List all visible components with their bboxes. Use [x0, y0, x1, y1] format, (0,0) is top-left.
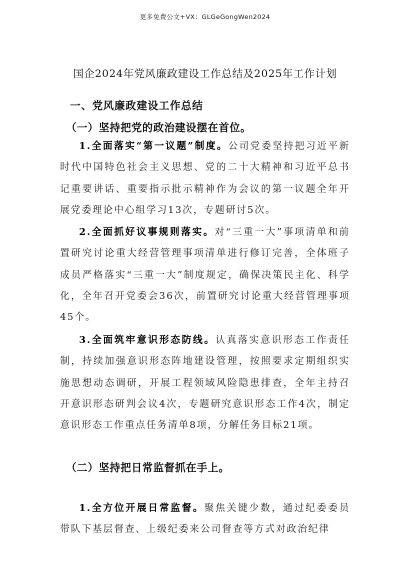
- document-title: 国企2024年党风廉政建设工作总结及2025年工作计划: [73, 68, 337, 80]
- paragraph-text: 聚焦关键少数，通过纪委委员带队下基层督查、上级纪委来公司督查等方式对政治纪律: [60, 503, 350, 536]
- subsection-heading-2: （二）坚持把日常监督抓在手上。: [66, 462, 230, 474]
- paragraph-lead: 1.全面落实“第一议题”制度。: [79, 141, 229, 152]
- header-note: 更多免费公文+VX：GLGeGongWen2024: [139, 13, 271, 21]
- section-heading: 一、党风廉政建设工作总结: [70, 100, 204, 112]
- paragraph-1: [60, 136, 350, 221]
- paragraph-3: [60, 330, 350, 436]
- paragraph-lead: 3.全面筑牢意识形态防线。: [79, 335, 216, 346]
- paragraph-lead: 1.全方位开展日常监督。: [79, 503, 205, 514]
- subsection-heading-1: （一）坚持把党的政治建设摆在首位。: [66, 122, 252, 134]
- paragraph-text: 公司党委坚持把习近平新时代中国特色社会主义思想、党的二十大精神和习近平总书记重要讲话、重要指示批示精神作为会议的第一议题全年开展党委理论中心组学习13次，专题研讨5次。: [60, 141, 350, 216]
- paragraph-text: 对“三重一大”事项清单和前置研究讨论重大经营管理事项清单进行修订完善，全体班子成员严格落实“三重一大”制度规定，确保决策民主化、科学化，全年召开党委会36次，前置研究讨论重大经营管理事项45个。: [60, 227, 350, 324]
- paragraph-text: 认真落实意识形态工作责任制，持续加强意识形态阵地建设管理，按照要求定期组织实施思想动态调研，开展工程领域风险隐患排查，全年主持召开意识形态研判会议4次，专题研究意识形态工作4次，制定意识形态工作重点任务清单8项，分解任务目标21项。: [60, 335, 350, 432]
- paragraph-lead: 2.全面抓好议事规则落实。: [79, 227, 215, 238]
- paragraph-4: [60, 498, 350, 541]
- paragraph-2: [60, 222, 350, 328]
